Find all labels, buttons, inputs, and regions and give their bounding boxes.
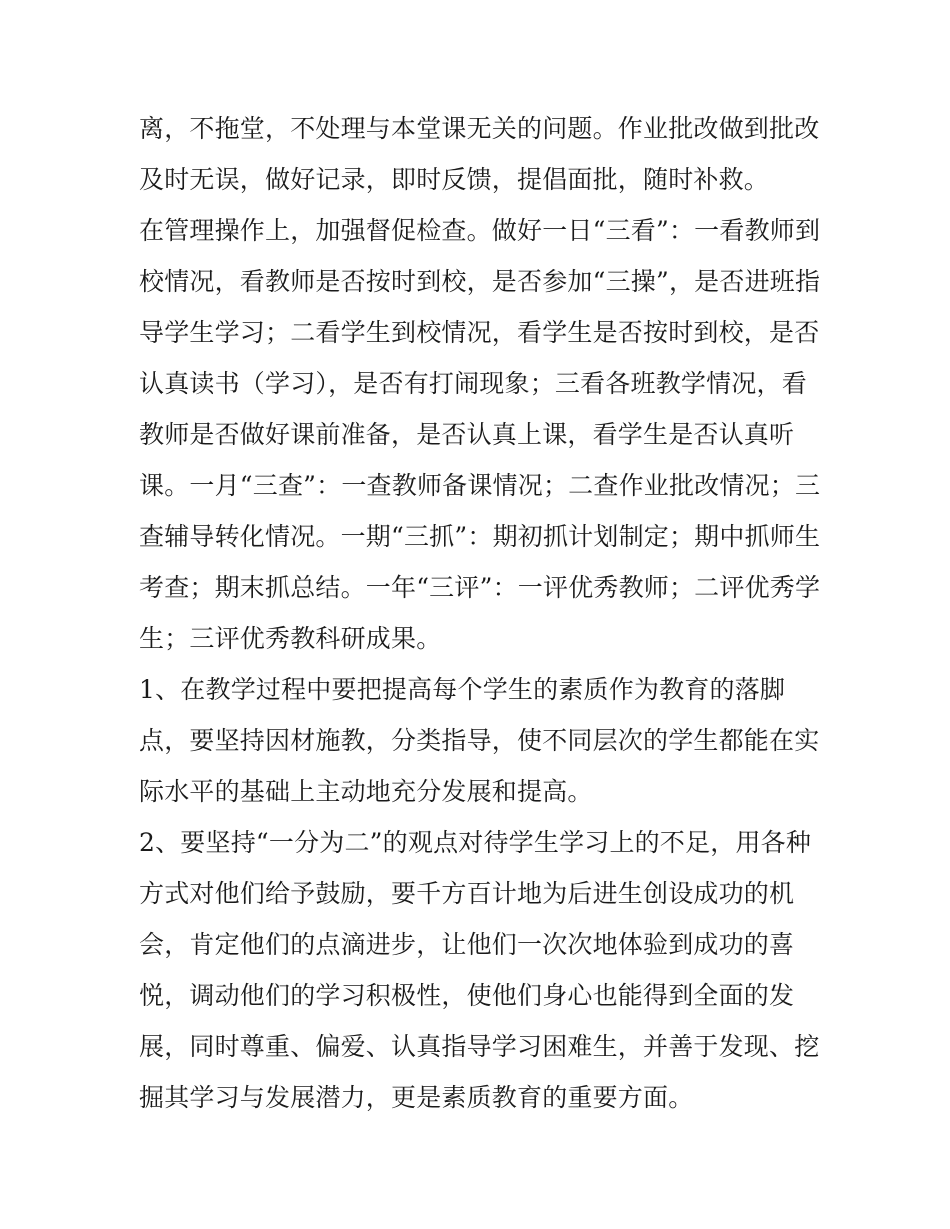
text-line: 认真读书（学习），是否有打闹现象；三看各班教学情况，看 — [139, 369, 807, 398]
text-line: 际水平的基础上主动地充分发展和提高。 — [139, 777, 593, 806]
document-body — [139, 103, 829, 1123]
text-line: 校情况，看教师是否按时到校，是否参加“三操”，是否进班指 — [139, 267, 821, 296]
text-line: 教师是否做好课前准备，是否认真上课，看学生是否认真听 — [139, 420, 795, 449]
text-line: 导学生学习；二看学生到校情况，看学生是否按时到校，是否 — [139, 318, 820, 347]
text-line: 在管理操作上，加强督促检查。做好一日“三看”：一看教师到 — [139, 216, 821, 245]
text-line: 查辅导转化情况。一期“三抓”：期初抓计划制定；期中抓师生 — [139, 522, 821, 551]
text-line: 及时无误，做好记录，即时反馈，提倡面批，随时补救。 — [139, 165, 770, 194]
text-line: 点，要坚持因材施教，分类指导，使不同层次的学生都能在实 — [139, 726, 820, 755]
text-line: 会，肯定他们的点滴进步，让他们一次次地体验到成功的喜 — [139, 930, 795, 959]
text-line: 展，同时尊重、偏爱、认真指导学习困难生，并善于发现、挖 — [139, 1032, 820, 1061]
text-line: 离，不拖堂，不处理与本堂课无关的问题。作业批改做到批改 — [139, 114, 820, 143]
text-line: 掘其学习与发展潜力，更是素质教育的重要方面。 — [139, 1083, 694, 1112]
text-line: 考查；期末抓总结。一年“三评”：一评优秀教师；二评优秀学 — [139, 573, 821, 602]
text-line: 课。一月“三查”：一查教师备课情况；二查作业批改情况；三 — [139, 471, 821, 500]
text-line: 2、要坚持“一分为二”的观点对待学生学习上的不足，用各种 — [139, 828, 812, 857]
text-line: 方式对他们给予鼓励，要千方百计地为后进生创设成功的机 — [139, 879, 795, 908]
text-line: 生；三评优秀教科研成果。 — [139, 624, 442, 653]
text-line: 1、在教学过程中要把提高每个学生的素质作为教育的落脚 — [139, 675, 786, 704]
text-line: 悦，调动他们的学习积极性，使他们身心也能得到全面的发 — [139, 981, 795, 1010]
